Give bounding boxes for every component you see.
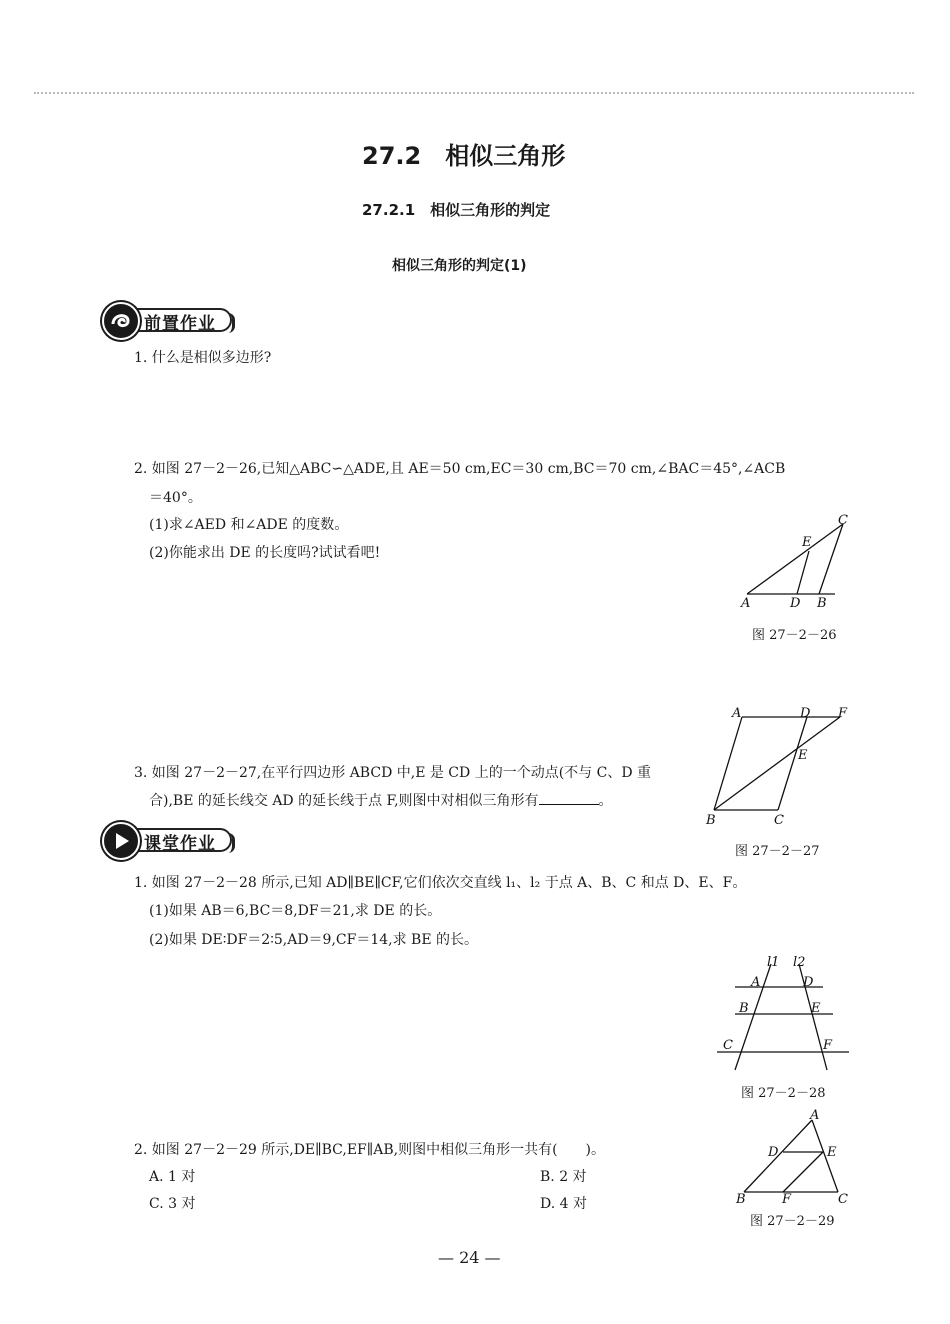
figure-27-2-26-caption: 图 27－2－26 [752, 628, 837, 643]
pre-question-3: 3. 如图 27－2－27,在平行四边形 ABCD 中,E 是 CD 上的一个动点(不与 C、D 重 [134, 765, 651, 781]
pre-question-3-cont [149, 790, 613, 811]
line-label: l1 [767, 955, 780, 970]
point-label: D [800, 706, 811, 721]
option-a[interactable]: A. 1 对 [149, 1169, 196, 1185]
point-label: E [811, 1001, 821, 1016]
swirl-icon [102, 302, 140, 340]
point-label: E [802, 535, 812, 550]
point-label: C [838, 513, 848, 528]
option-c[interactable]: C. 3 对 [149, 1196, 196, 1212]
point-label: A [751, 975, 761, 990]
figure-27-2-29-caption: 图 27－2－29 [750, 1214, 835, 1229]
class-question-2: 2. 如图 27－2－29 所示,DE∥BC,EF∥AB,则图中相似三角形一共有( )。 [134, 1142, 605, 1158]
banner-label: 前置作业 [144, 314, 216, 334]
point-label: E [798, 748, 808, 763]
point-label: F [782, 1192, 792, 1205]
class-question-1-part1: (1)如果 AB＝6,BC＝8,DF＝21,求 DE 的长。 [149, 903, 442, 919]
pre-question-2-part1: (1)求∠AED 和∠ADE 的度数。 [149, 517, 349, 533]
line-label: l2 [793, 955, 806, 970]
answer-blank[interactable] [539, 790, 599, 805]
point-label: A [741, 596, 751, 611]
pre-question-1: 1. 什么是相似多边形? [134, 350, 272, 366]
pre-question-2: 2. 如图 27－2－26,已知△ABC∽△ADE,且 AE＝50 cm,EC＝30 cm,BC＝70 cm,∠BAC＝45°,∠ACB [134, 461, 786, 477]
point-label: C [838, 1192, 848, 1205]
figure-27-2-29 [730, 1105, 860, 1205]
figure-27-2-28-caption: 图 27－2－28 [741, 1086, 826, 1101]
point-label: A [732, 706, 742, 721]
figure-27-2-26 [735, 510, 855, 615]
figure-27-2-27-caption: 图 27－2－27 [735, 844, 820, 859]
subsection-title: 27.2.1 相似三角形的判定 [362, 201, 551, 219]
point-label: F [823, 1038, 833, 1053]
point-label: A [810, 1108, 820, 1123]
page-number: — 24 — [438, 1248, 501, 1267]
play-icon [102, 822, 140, 860]
point-label: B [817, 596, 827, 611]
class-question-1-part2: (2)如果 DE∶DF＝2∶5,AD＝9,CF＝14,求 BE 的长。 [149, 932, 479, 948]
class-question-1: 1. 如图 27－2－28 所示,已知 AD∥BE∥CF,它们依次交直线 l₁、l₂ 于点 A、B、C 和点 D、E、F。 [134, 875, 747, 891]
option-b[interactable]: B. 2 对 [540, 1169, 587, 1185]
option-d[interactable]: D. 4 对 [540, 1196, 587, 1212]
header-dotted-rule [34, 92, 914, 94]
section-title: 27.2 相似三角形 [362, 142, 566, 170]
lesson-title: 相似三角形的判定(1) [392, 258, 527, 274]
banner-label: 课堂作业 [144, 834, 216, 854]
point-label: C [774, 813, 784, 828]
figure-27-2-28 [715, 952, 855, 1077]
pre-question-3-text: 合),BE 的延长线交 AD 的延长线于点 F,则图中对相似三角形有 [149, 793, 539, 809]
point-label: C [723, 1038, 733, 1053]
point-label: F [838, 706, 848, 721]
point-label: B [739, 1001, 749, 1016]
pre-question-2-part2: (2)你能求出 DE 的长度吗?试试看吧! [149, 545, 381, 561]
point-label: D [768, 1145, 779, 1160]
point-label: D [803, 975, 814, 990]
pre-question-3-end: 。 [598, 793, 613, 809]
pre-question-2-cont: ＝40°。 [149, 490, 202, 506]
point-label: D [790, 596, 801, 611]
pre-work-banner [102, 302, 252, 338]
class-work-banner [102, 822, 252, 858]
point-label: B [736, 1192, 746, 1205]
point-label: B [706, 813, 716, 828]
point-label: E [827, 1145, 837, 1160]
figure-27-2-27 [700, 700, 860, 830]
